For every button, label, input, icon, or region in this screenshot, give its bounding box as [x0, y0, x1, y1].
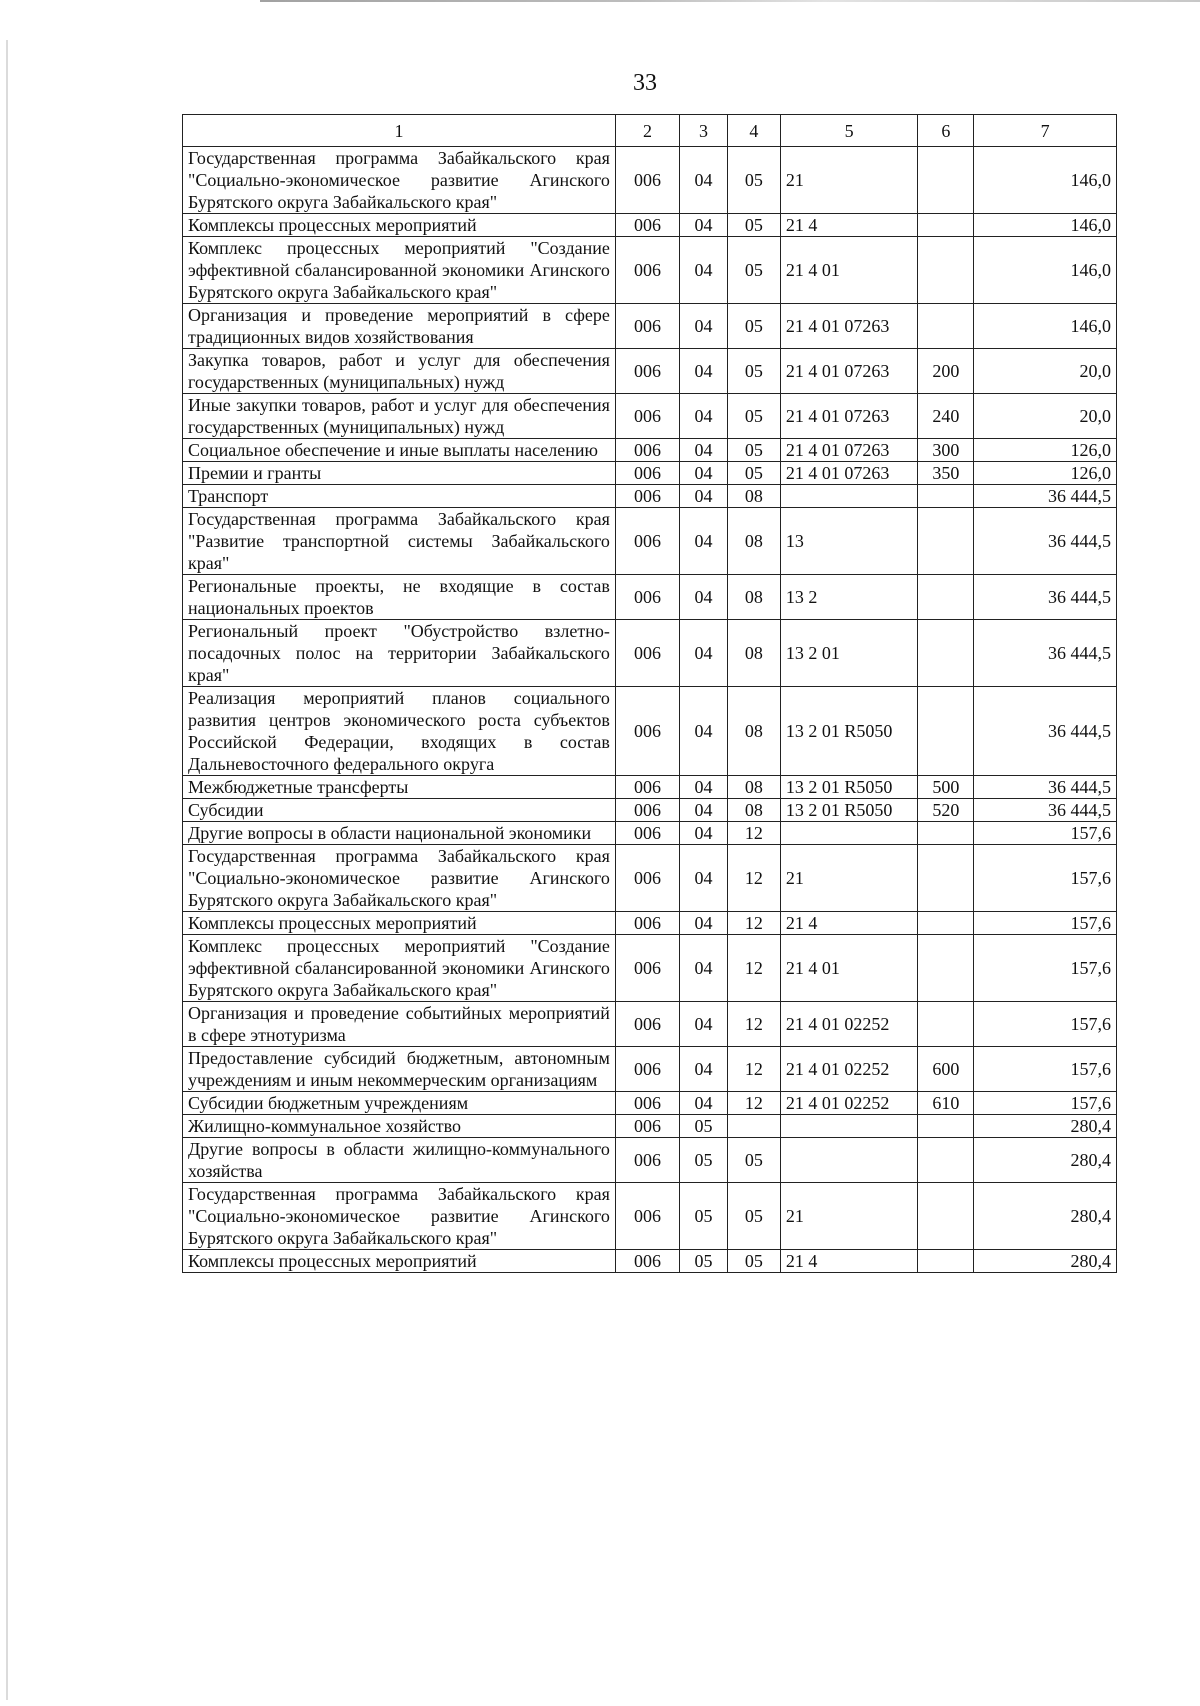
table-row [183, 1115, 1117, 1138]
subsection-code: 05 [727, 1183, 780, 1250]
row-description: Комплекс процессных мероприятий "Создание эффективной сбалансированной экономики Агинского Бурятского округа Забайкальского края" [183, 935, 616, 1002]
row-description: Региональные проекты, не входящие в состав национальных проектов [183, 575, 616, 620]
ministry-code: 006 [615, 575, 679, 620]
expense-type-code [918, 935, 974, 1002]
section-code: 04 [680, 799, 728, 822]
expense-type-code: 200 [918, 349, 974, 394]
table-row [183, 485, 1117, 508]
ministry-code: 006 [615, 349, 679, 394]
row-description: Иные закупки товаров, работ и услуг для обеспечения государственных (муниципальных) нужд [183, 394, 616, 439]
subsection-code: 12 [727, 822, 780, 845]
ministry-code: 006 [615, 394, 679, 439]
amount: 36 444,5 [974, 620, 1117, 687]
ministry-code: 006 [615, 304, 679, 349]
subsection-code: 05 [727, 147, 780, 214]
expense-type-code [918, 1115, 974, 1138]
expense-type-code [918, 1002, 974, 1047]
table-row [183, 776, 1117, 799]
subsection-code: 05 [727, 237, 780, 304]
expense-type-code: 240 [918, 394, 974, 439]
target-article-code: 13 2 [780, 575, 918, 620]
target-article-code [780, 1138, 918, 1183]
table-row [183, 912, 1117, 935]
amount: 280,4 [974, 1138, 1117, 1183]
target-article-code: 21 4 01 07263 [780, 462, 918, 485]
scan-edge-top [260, 0, 1200, 2]
expense-type-code [918, 147, 974, 214]
table-row [183, 349, 1117, 394]
section-code: 04 [680, 912, 728, 935]
table-row [183, 1250, 1117, 1273]
expense-type-code [918, 822, 974, 845]
section-code: 04 [680, 575, 728, 620]
ministry-code: 006 [615, 687, 679, 776]
column-header: 5 [780, 115, 918, 147]
subsection-code: 05 [727, 394, 780, 439]
table-row [183, 1092, 1117, 1115]
table-row [183, 575, 1117, 620]
amount: 280,4 [974, 1115, 1117, 1138]
section-code: 05 [680, 1250, 728, 1273]
row-description: Государственная программа Забайкальского края "Социально-экономическое развитие Агинского Бурятского округа Забайкальского края" [183, 845, 616, 912]
target-article-code: 13 2 01 R5050 [780, 776, 918, 799]
target-article-code: 21 [780, 1183, 918, 1250]
subsection-code: 05 [727, 349, 780, 394]
ministry-code: 006 [615, 799, 679, 822]
target-article-code: 21 [780, 845, 918, 912]
row-description: Другие вопросы в области жилищно-коммунального хозяйства [183, 1138, 616, 1183]
expense-type-code [918, 687, 974, 776]
section-code: 04 [680, 508, 728, 575]
row-description: Межбюджетные трансферты [183, 776, 616, 799]
subsection-code: 08 [727, 620, 780, 687]
amount: 126,0 [974, 439, 1117, 462]
section-code: 04 [680, 620, 728, 687]
section-code: 04 [680, 349, 728, 394]
expense-type-code [918, 1250, 974, 1273]
row-description: Субсидии бюджетным учреждениям [183, 1092, 616, 1115]
row-description: Социальное обеспечение и иные выплаты населению [183, 439, 616, 462]
subsection-code: 12 [727, 845, 780, 912]
row-description: Комплексы процессных мероприятий [183, 912, 616, 935]
section-code: 04 [680, 1002, 728, 1047]
section-code: 04 [680, 776, 728, 799]
amount: 20,0 [974, 394, 1117, 439]
expense-type-code: 300 [918, 439, 974, 462]
section-code: 04 [680, 845, 728, 912]
ministry-code: 006 [615, 1250, 679, 1273]
target-article-code: 21 4 01 [780, 237, 918, 304]
ministry-code: 006 [615, 439, 679, 462]
section-code: 05 [680, 1183, 728, 1250]
target-article-code: 13 2 01 [780, 620, 918, 687]
section-code: 04 [680, 237, 728, 304]
row-description: Региональный проект "Обустройство взлетно-посадочных полос на территории Забайкальского края" [183, 620, 616, 687]
section-code: 04 [680, 1047, 728, 1092]
table-row [183, 304, 1117, 349]
ministry-code: 006 [615, 147, 679, 214]
section-code: 05 [680, 1115, 728, 1138]
subsection-code: 12 [727, 912, 780, 935]
row-description: Жилищно-коммунальное хозяйство [183, 1115, 616, 1138]
table-body [183, 147, 1117, 1273]
expense-type-code [918, 485, 974, 508]
page-number: 33 [633, 70, 657, 96]
target-article-code: 21 4 01 02252 [780, 1002, 918, 1047]
subsection-code: 08 [727, 485, 780, 508]
target-article-code: 13 2 01 R5050 [780, 799, 918, 822]
subsection-code: 08 [727, 776, 780, 799]
row-description: Организация и проведение событийных мероприятий в сфере этнотуризма [183, 1002, 616, 1047]
row-description: Премии и гранты [183, 462, 616, 485]
section-code: 04 [680, 394, 728, 439]
amount: 146,0 [974, 237, 1117, 304]
subsection-code: 12 [727, 1047, 780, 1092]
ministry-code: 006 [615, 845, 679, 912]
row-description: Реализация мероприятий планов социального развития центров экономического роста субъектов Российской Федерации, входящих в состав Дальневосточного федерального округа [183, 687, 616, 776]
amount: 157,6 [974, 1047, 1117, 1092]
table-row [183, 394, 1117, 439]
target-article-code: 21 4 01 07263 [780, 349, 918, 394]
table-row [183, 214, 1117, 237]
ministry-code: 006 [615, 1115, 679, 1138]
table-row [183, 687, 1117, 776]
ministry-code: 006 [615, 1183, 679, 1250]
table-row [183, 462, 1117, 485]
budget-table [182, 114, 1117, 1273]
expense-type-code [918, 237, 974, 304]
section-code: 04 [680, 687, 728, 776]
column-header: 1 [183, 115, 616, 147]
expense-type-code: 500 [918, 776, 974, 799]
row-description: Комплексы процессных мероприятий [183, 1250, 616, 1273]
amount: 146,0 [974, 147, 1117, 214]
amount: 157,6 [974, 822, 1117, 845]
expense-type-code [918, 1183, 974, 1250]
subsection-code: 08 [727, 575, 780, 620]
target-article-code: 21 4 01 02252 [780, 1047, 918, 1092]
expense-type-code: 350 [918, 462, 974, 485]
ministry-code: 006 [615, 237, 679, 304]
row-description: Транспорт [183, 485, 616, 508]
ministry-code: 006 [615, 214, 679, 237]
row-description: Комплекс процессных мероприятий "Создание эффективной сбалансированной экономики Агинского Бурятского округа Забайкальского края" [183, 237, 616, 304]
ministry-code: 006 [615, 1002, 679, 1047]
ministry-code: 006 [615, 1092, 679, 1115]
amount: 36 444,5 [974, 575, 1117, 620]
amount: 280,4 [974, 1183, 1117, 1250]
ministry-code: 006 [615, 935, 679, 1002]
section-code: 04 [680, 822, 728, 845]
row-description: Закупка товаров, работ и услуг для обеспечения государственных (муниципальных) нужд [183, 349, 616, 394]
amount: 20,0 [974, 349, 1117, 394]
amount: 36 444,5 [974, 776, 1117, 799]
row-description: Государственная программа Забайкальского края "Развитие транспортной системы Забайкальского края" [183, 508, 616, 575]
ministry-code: 006 [615, 620, 679, 687]
column-header: 3 [680, 115, 728, 147]
target-article-code: 21 4 01 07263 [780, 439, 918, 462]
section-code: 04 [680, 147, 728, 214]
expense-type-code: 610 [918, 1092, 974, 1115]
table-row [183, 1002, 1117, 1047]
expense-type-code [918, 845, 974, 912]
ministry-code: 006 [615, 1047, 679, 1092]
ministry-code: 006 [615, 462, 679, 485]
amount: 126,0 [974, 462, 1117, 485]
subsection-code: 05 [727, 1138, 780, 1183]
table-row [183, 845, 1117, 912]
subsection-code [727, 1115, 780, 1138]
target-article-code: 21 [780, 147, 918, 214]
subsection-code: 08 [727, 687, 780, 776]
table-row [183, 620, 1117, 687]
target-article-code [780, 822, 918, 845]
subsection-code: 05 [727, 462, 780, 485]
expense-type-code [918, 304, 974, 349]
ministry-code: 006 [615, 822, 679, 845]
expense-type-code [918, 508, 974, 575]
row-description: Субсидии [183, 799, 616, 822]
row-description: Другие вопросы в области национальной экономики [183, 822, 616, 845]
amount: 157,6 [974, 845, 1117, 912]
ministry-code: 006 [615, 912, 679, 935]
column-header: 7 [974, 115, 1117, 147]
row-description: Предоставление субсидий бюджетным, автономным учреждениям и иным некоммерческим организациям [183, 1047, 616, 1092]
subsection-code: 12 [727, 1092, 780, 1115]
target-article-code: 13 [780, 508, 918, 575]
section-code: 05 [680, 1138, 728, 1183]
expense-type-code [918, 620, 974, 687]
table-row [183, 822, 1117, 845]
target-article-code: 21 4 01 07263 [780, 394, 918, 439]
amount: 36 444,5 [974, 687, 1117, 776]
ministry-code: 006 [615, 485, 679, 508]
expense-type-code: 520 [918, 799, 974, 822]
expense-type-code [918, 912, 974, 935]
column-header: 2 [615, 115, 679, 147]
ministry-code: 006 [615, 776, 679, 799]
amount: 36 444,5 [974, 799, 1117, 822]
row-description: Организация и проведение мероприятий в сфере традиционных видов хозяйствования [183, 304, 616, 349]
row-description: Комплексы процессных мероприятий [183, 214, 616, 237]
table-header-row [183, 115, 1117, 147]
ministry-code: 006 [615, 1138, 679, 1183]
section-code: 04 [680, 485, 728, 508]
target-article-code: 21 4 01 07263 [780, 304, 918, 349]
row-description: Государственная программа Забайкальского края "Социально-экономическое развитие Агинского Бурятского округа Забайкальского края" [183, 147, 616, 214]
subsection-code: 05 [727, 439, 780, 462]
subsection-code: 08 [727, 799, 780, 822]
expense-type-code: 600 [918, 1047, 974, 1092]
ministry-code: 006 [615, 508, 679, 575]
table-row [183, 147, 1117, 214]
table-row [183, 1138, 1117, 1183]
table-row [183, 1047, 1117, 1092]
target-article-code: 21 4 [780, 1250, 918, 1273]
subsection-code: 05 [727, 1250, 780, 1273]
amount: 157,6 [974, 1092, 1117, 1115]
amount: 36 444,5 [974, 485, 1117, 508]
expense-type-code [918, 214, 974, 237]
amount: 157,6 [974, 912, 1117, 935]
column-header: 6 [918, 115, 974, 147]
column-header: 4 [727, 115, 780, 147]
amount: 157,6 [974, 1002, 1117, 1047]
amount: 146,0 [974, 214, 1117, 237]
target-article-code [780, 485, 918, 508]
table-row [183, 935, 1117, 1002]
amount: 36 444,5 [974, 508, 1117, 575]
amount: 157,6 [974, 935, 1117, 1002]
amount: 280,4 [974, 1250, 1117, 1273]
subsection-code: 12 [727, 1002, 780, 1047]
table-row [183, 508, 1117, 575]
subsection-code: 08 [727, 508, 780, 575]
section-code: 04 [680, 304, 728, 349]
target-article-code: 21 4 01 02252 [780, 1092, 918, 1115]
target-article-code: 21 4 [780, 214, 918, 237]
table-row [183, 1183, 1117, 1250]
scan-edge-left [6, 40, 8, 1700]
row-description: Государственная программа Забайкальского края "Социально-экономическое развитие Агинского Бурятского округа Забайкальского края" [183, 1183, 616, 1250]
expense-type-code [918, 575, 974, 620]
section-code: 04 [680, 462, 728, 485]
table-row [183, 237, 1117, 304]
subsection-code: 12 [727, 935, 780, 1002]
target-article-code: 21 4 [780, 912, 918, 935]
section-code: 04 [680, 1092, 728, 1115]
table-row [183, 439, 1117, 462]
expense-type-code [918, 1138, 974, 1183]
section-code: 04 [680, 214, 728, 237]
subsection-code: 05 [727, 214, 780, 237]
target-article-code [780, 1115, 918, 1138]
target-article-code: 13 2 01 R5050 [780, 687, 918, 776]
table-row [183, 799, 1117, 822]
target-article-code: 21 4 01 [780, 935, 918, 1002]
section-code: 04 [680, 935, 728, 1002]
subsection-code: 05 [727, 304, 780, 349]
amount: 146,0 [974, 304, 1117, 349]
section-code: 04 [680, 439, 728, 462]
